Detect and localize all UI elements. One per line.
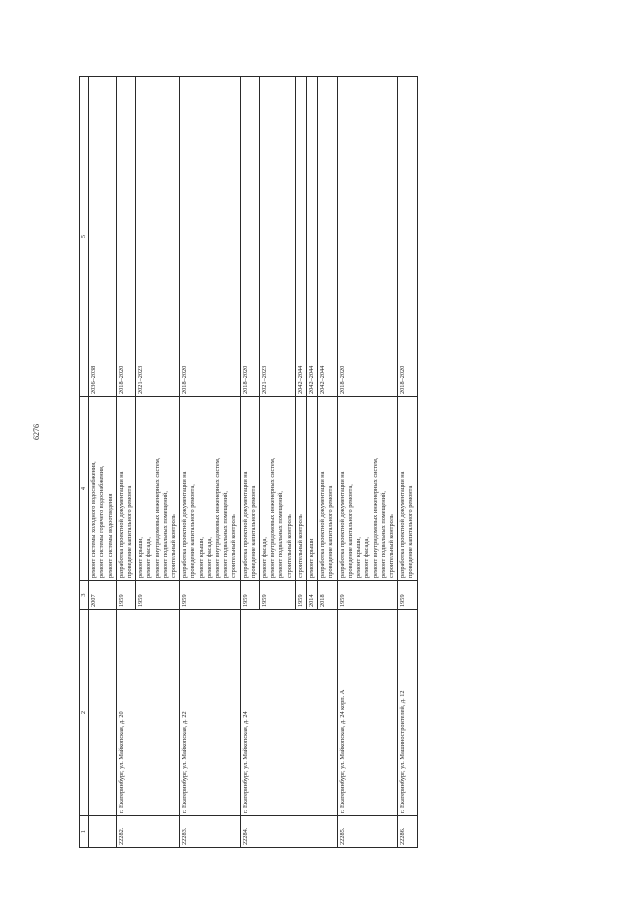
work-item: разработка проектной документации на (241, 471, 249, 578)
works-cell (260, 397, 296, 581)
table-row (337, 77, 397, 848)
row-number: 22283. (180, 816, 240, 848)
work-item: проведение капитального ремонта, (346, 484, 354, 578)
work-item: разработка проектной документации на (319, 471, 327, 578)
works-cell (240, 397, 259, 581)
header-col-1: 1 (80, 816, 89, 848)
works-cell (180, 397, 240, 581)
year-cell: 2018 (318, 581, 337, 610)
work-item: ремонт крыши (308, 538, 316, 578)
year-cell: 1959 (398, 581, 417, 610)
works-cell (136, 397, 180, 581)
header-col-3: 3 (80, 581, 89, 610)
period-cell: 2018–2020 (337, 77, 397, 397)
row-number: 22282. (116, 816, 179, 848)
header-col-4: 4 (80, 397, 89, 581)
work-item: разработка проектной документации на (181, 471, 189, 578)
work-item: ремонт фасада, (363, 537, 371, 578)
work-item: ремонт подвальных помещений, (379, 491, 387, 578)
works-cell (318, 397, 337, 581)
address-cell: г. Екатеринбург, ул. Машиностроителей, д. 12 (398, 610, 417, 816)
work-item: ремонт подвальных помещений, (222, 491, 230, 578)
table-body (89, 77, 417, 848)
rotated-table-container (79, 77, 554, 848)
work-item: ремонт крыши, (197, 536, 205, 578)
work-item: строительный контроль (285, 514, 293, 578)
year-cell: 2007 (89, 581, 117, 610)
header-row (80, 77, 89, 848)
work-item: разработка проектной документации на (117, 471, 125, 578)
address-cell (89, 610, 117, 816)
table-row (240, 77, 259, 848)
year-cell: 1959 (116, 581, 135, 610)
header-col-2: 2 (80, 610, 89, 816)
row-number (89, 816, 117, 848)
work-item: ремонт фасада, (145, 537, 153, 578)
table-row (89, 77, 117, 848)
work-item: строительный контроль (296, 514, 304, 578)
work-item: ремонт внутридомовых инженерных систем, (153, 457, 161, 578)
work-item: ремонт фасада, (261, 537, 269, 578)
period-cell: 2021–2023 (260, 77, 296, 397)
row-number: 22284. (240, 816, 337, 848)
year-cell: 2014 (307, 581, 318, 610)
header-col-5: 5 (80, 77, 89, 397)
work-item: ремонт фасада, (205, 537, 213, 578)
period-cell: 2018–2020 (240, 77, 259, 397)
address-cell: г. Екатеринбург, ул. Майкопская, д. 22 (180, 610, 240, 816)
period-cell: 2018–2020 (116, 77, 135, 397)
work-item: проведение капитального ремонта (327, 485, 335, 578)
year-cell: 1959 (337, 581, 397, 610)
work-item: ремонт подвальных помещений, (161, 491, 169, 578)
year-cell: 1959 (260, 581, 296, 610)
period-cell: 2036–2038 (89, 77, 117, 397)
work-item: ремонт системы холодного водоснабжения, (90, 461, 98, 578)
period-cell: 2042–2044 (295, 77, 306, 397)
table-row (180, 77, 240, 848)
year-cell: 1959 (136, 581, 180, 610)
work-item: проведение капитального ремонта (126, 485, 134, 578)
table-row (398, 77, 417, 848)
works-cell (89, 397, 117, 581)
work-item: разработка проектной документации на (338, 471, 346, 578)
work-item: строительный контроль (387, 514, 395, 578)
work-item: проведение капитального ремонта (249, 485, 257, 578)
repair-schedule-table (79, 76, 418, 848)
work-item: ремонт подвальных помещений, (277, 491, 285, 578)
work-item: ремонт внутридомовых инженерных систем, (371, 457, 379, 578)
works-cell (295, 397, 306, 581)
period-cell: 2042–2044 (307, 77, 318, 397)
work-item: ремонт внутридомовых инженерных систем, (269, 457, 277, 578)
work-item: ремонт крыши, (355, 536, 363, 578)
address-cell: г. Екатеринбург, ул. Майкопская, д. 24 корп. А (337, 610, 397, 816)
work-item: разработка проектной документации на (399, 471, 407, 578)
period-cell: 2042–2044 (318, 77, 337, 397)
period-cell: 2018–2020 (398, 77, 417, 397)
period-cell: 2018–2020 (180, 77, 240, 397)
work-item: ремонт крыши, (137, 536, 145, 578)
row-number: 22285. (337, 816, 397, 848)
year-cell: 1959 (295, 581, 306, 610)
work-item: строительный контроль (230, 514, 238, 578)
works-cell (307, 397, 318, 581)
work-item: проведение капитального ремонта, (189, 484, 197, 578)
work-item: проведение капитального ремонта (407, 485, 415, 578)
works-cell (398, 397, 417, 581)
year-cell: 1959 (180, 581, 240, 610)
year-cell: 1959 (240, 581, 259, 610)
works-cell (337, 397, 397, 581)
work-item: ремонт внутридомовых инженерных систем, (214, 457, 222, 578)
period-cell: 2021–2023 (136, 77, 180, 397)
row-number: 22286. (398, 816, 417, 848)
page-number: 6276 (32, 424, 41, 440)
address-cell: г. Екатеринбург, ул. Майкопская, д. 24 (240, 610, 337, 816)
table-row (116, 77, 135, 848)
address-cell: г. Екатеринбург, ул. Майкопская, д. 20 (116, 610, 179, 816)
works-cell (116, 397, 135, 581)
work-item: ремонт системы горячего водоснабжения, (98, 465, 106, 578)
work-item: строительный контроль (170, 514, 178, 578)
work-item: ремонт системы водоотведения (106, 493, 114, 578)
